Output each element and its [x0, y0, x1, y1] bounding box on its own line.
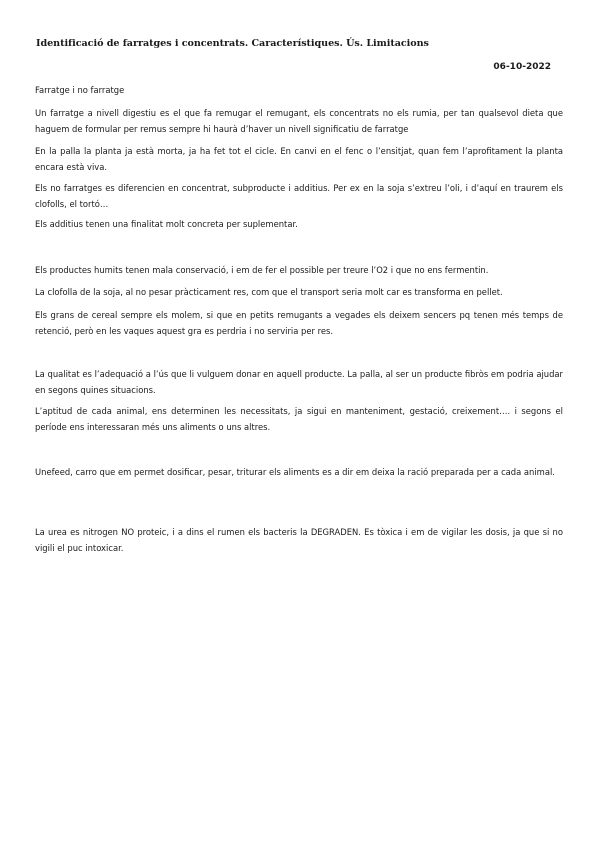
paragraph: Els additius tenen una finalitat molt concreta per suplementar.: [35, 219, 298, 229]
paragraph: La qualitat es l’adequació a l’ús que li vulguem donar en aquell producte. La palla, al ser un producte fibròs em podria ajudar en segons quines situacions.: [35, 369, 563, 395]
document-date: 06-10-2022: [493, 62, 551, 72]
paragraph-heading: Farratge i no farratge: [35, 85, 125, 95]
paragraph: Unefeed, carro que em permet dosificar, pesar, triturar els aliments es a dir em deixa la ració preparada per a cada animal.: [35, 467, 555, 477]
paragraph: En la palla la planta ja està morta, ja ha fet tot el cicle. En canvi en el fenc o l’ensitjat, quan fem l’aprofitament la planta encara està viva.: [35, 146, 563, 172]
document-title: Identificació de farratges i concentrats. Característiques. Ús. Limitacions: [36, 38, 429, 49]
paragraph: Els no farratges es diferencien en concentrat, subproducte i additius. Per ex en la soja s’extreu l’oli, i d’aquí en traurem els clofolls, el tortó…: [35, 183, 563, 209]
paragraph: Els grans de cereal sempre els molem, si que en petits remugants a vegades els deixem sencers pq tenen més temps de retenció, però en les vaques aquest gra es perdria i no serviria per res.: [35, 310, 563, 336]
paragraph: L’aptitud de cada animal, ens determinen les necessitats, ja sigui en manteniment, gestació, creixement…. i segons el període ens interessaran més uns aliments o uns altres.: [35, 406, 563, 432]
paragraph: La urea es nitrogen NO proteic, i a dins el rumen els bacteris la DEGRADEN. Es tòxica i em de vigilar les dosis, ja que si no vigili el puc intoxicar.: [35, 527, 563, 553]
paragraph: La clofolla de la soja, al no pesar pràcticament res, com que el transport seria molt car es transforma en pellet.: [35, 287, 503, 297]
paragraph: Els productes humits tenen mala conservació, i em de fer el possible per treure l’O2 i que no ens fermentin.: [35, 265, 489, 275]
paragraph: Un farratge a nivell digestiu es el que fa remugar el remugant, els concentrats no els rumia, per tan qualsevol dieta que haguem de formular per remus sempre hi haurà d’haver un nivell significatiu de farratge: [35, 108, 563, 134]
